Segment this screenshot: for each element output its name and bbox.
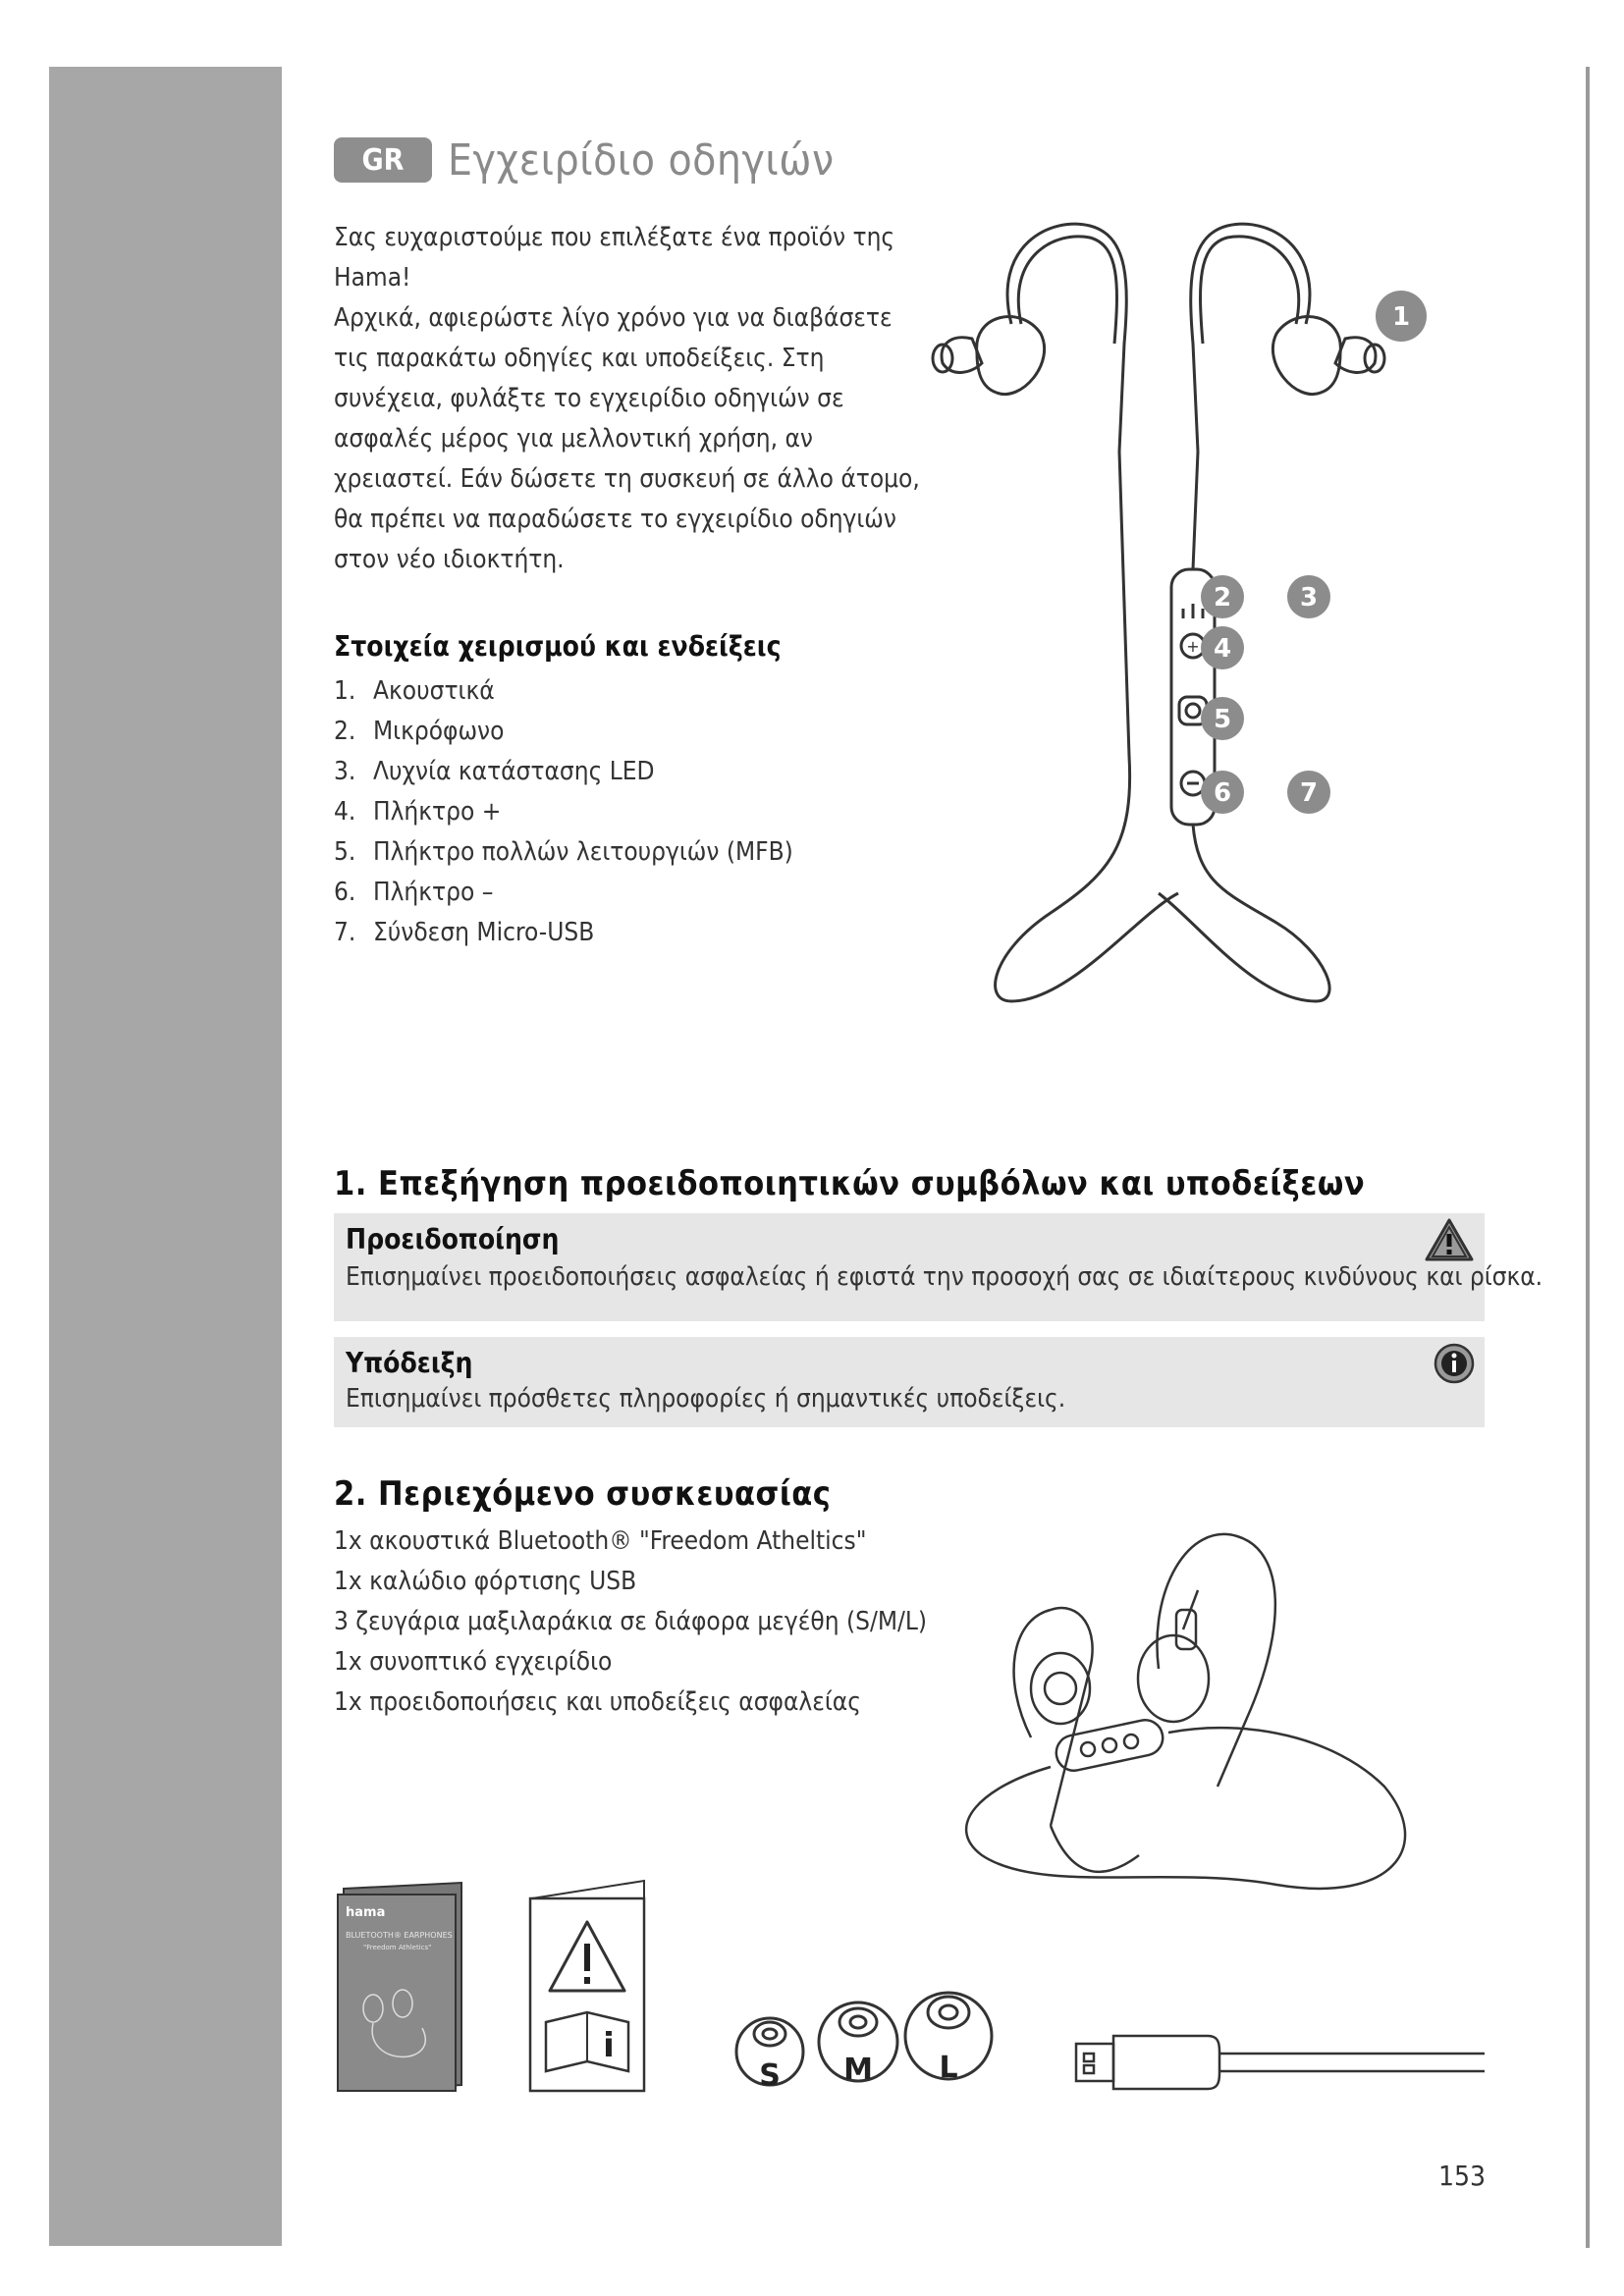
callout-label-1: 1 bbox=[1391, 302, 1411, 332]
item-label: Σύνδεση Micro-USB bbox=[373, 918, 595, 947]
ear-tip-label-m: M bbox=[843, 2053, 873, 2087]
ear-tips-illustration bbox=[731, 1953, 996, 2101]
item-number: 4. bbox=[334, 797, 356, 827]
callout-label-5: 5 bbox=[1213, 705, 1232, 734]
item-number: 7. bbox=[334, 918, 356, 947]
info-circle-icon bbox=[1434, 1343, 1475, 1384]
list-item: 1x προειδοποιήσεις και υποδείξεις ασφαλείας bbox=[334, 1687, 861, 1717]
booklet-product: "Freedom Athletics" bbox=[363, 1944, 432, 1951]
controls-heading: Στοιχεία χειρισμού και ενδείξεις bbox=[334, 630, 782, 663]
callout-label-6: 6 bbox=[1213, 778, 1232, 808]
controls-list bbox=[334, 671, 793, 953]
item-label: Μικρόφωνο bbox=[373, 717, 505, 746]
intro-line: ασφαλές μέρος για μελλοντική χρήση, αν bbox=[334, 424, 813, 454]
item-number: 6. bbox=[334, 878, 356, 907]
list-item bbox=[334, 752, 793, 792]
warning-triangle-icon bbox=[1424, 1217, 1475, 1262]
warning-box bbox=[334, 1213, 1543, 1321]
intro-line: συνέχεια, φυλάξτε το εγχειρίδιο οδηγιών σε bbox=[334, 384, 844, 413]
booklet-subtitle: BLUETOOTH® EARPHONES bbox=[346, 1931, 453, 1940]
intro-line: Hama! bbox=[334, 263, 411, 293]
list-item bbox=[334, 873, 793, 913]
item-label: Πλήκτρο πολλών λειτουργιών (MFB) bbox=[373, 837, 793, 867]
intro-line: Αρχικά, αφιερώστε λίγο χρόνο για να διαβάσετε bbox=[334, 303, 893, 333]
list-item: 1x ακουστικά Bluetooth® "Freedom Atheltics" bbox=[334, 1526, 867, 1556]
item-number: 5. bbox=[334, 837, 356, 867]
callout-label-4: 4 bbox=[1213, 634, 1232, 664]
item-number: 3. bbox=[334, 757, 356, 786]
list-item bbox=[334, 712, 793, 752]
section-2-title: 2. Περιεχόμενο συσκευασίας bbox=[334, 1474, 832, 1514]
callout-label-3: 3 bbox=[1299, 583, 1319, 613]
package-contents-list bbox=[334, 1522, 927, 1723]
ear-tip-label-l: L bbox=[939, 2051, 958, 2085]
list-item: 1x καλώδιο φόρτισης USB bbox=[334, 1567, 637, 1596]
intro-line: στον νέο ιδιοκτήτη. bbox=[334, 545, 565, 574]
list-item bbox=[334, 832, 793, 873]
safety-booklet bbox=[526, 1875, 654, 2097]
item-number: 2. bbox=[334, 717, 356, 746]
warning-title: Προειδοποίηση bbox=[346, 1223, 560, 1255]
document-title: Εγχειρίδιο οδηγιών bbox=[448, 134, 835, 186]
sidebar-band bbox=[49, 67, 282, 2246]
intro-line: Σας ευχαριστούμε που επιλέξατε ένα προϊόν της bbox=[334, 223, 895, 252]
svg-text:+: + bbox=[1186, 637, 1200, 656]
svg-text:i: i bbox=[603, 2026, 615, 2065]
page-header bbox=[334, 135, 835, 185]
note-box bbox=[334, 1337, 1485, 1427]
booklet-brand: hama bbox=[346, 1905, 386, 1920]
item-label: Πλήκτρο – bbox=[373, 878, 494, 907]
item-label: Ακουστικά bbox=[373, 676, 495, 706]
item-label: Πλήκτρο + bbox=[373, 797, 502, 827]
callout-label-2: 2 bbox=[1213, 583, 1232, 613]
section-1-title: 1. Επεξήγηση προειδοποιητικών συμβόλων και υποδείξεων bbox=[334, 1164, 1366, 1203]
right-rule bbox=[1586, 67, 1590, 2248]
note-title: Υπόδειξη bbox=[346, 1347, 473, 1379]
package-earphones-illustration bbox=[923, 1531, 1492, 1944]
ear-tip-label-s: S bbox=[759, 2058, 781, 2093]
list-item bbox=[334, 913, 793, 953]
item-label: Λυχνία κατάστασης LED bbox=[373, 757, 655, 786]
intro-line: θα πρέπει να παραδώσετε το εγχειρίδιο οδηγιών bbox=[334, 505, 896, 534]
earphones-diagram bbox=[884, 206, 1434, 1031]
intro-line: τις παρακάτω οδηγίες και υποδείξεις. Στη bbox=[334, 344, 825, 373]
callout-label-7: 7 bbox=[1299, 778, 1319, 808]
page-number: 153 bbox=[1438, 2160, 1487, 2192]
intro-line: χρειαστεί. Εάν δώσετε τη συσκευή σε άλλο άτομο, bbox=[334, 464, 920, 494]
list-item bbox=[334, 792, 793, 832]
list-item: 1x συνοπτικό εγχειρίδιο bbox=[334, 1647, 613, 1677]
quick-guide-booklet bbox=[334, 1881, 471, 2097]
note-text: Επισημαίνει πρόσθετες πληροφορίες ή σημαντικές υποδείξεις. bbox=[346, 1384, 1066, 1414]
item-number: 1. bbox=[334, 676, 356, 706]
intro-paragraph bbox=[334, 218, 952, 580]
list-item: 3 ζευγάρια μαξιλαράκια σε διάφορα μεγέθη (S/M/L) bbox=[334, 1607, 928, 1636]
warning-text: Επισημαίνει προειδοποιήσεις ασφαλείας ή εφιστά την προσοχή σας σε ιδιαίτερους κινδύνους και ρίσκα. bbox=[346, 1262, 1543, 1292]
language-badge: GR bbox=[334, 137, 432, 183]
list-item bbox=[334, 671, 793, 712]
usb-cable-illustration bbox=[1070, 2022, 1492, 2101]
